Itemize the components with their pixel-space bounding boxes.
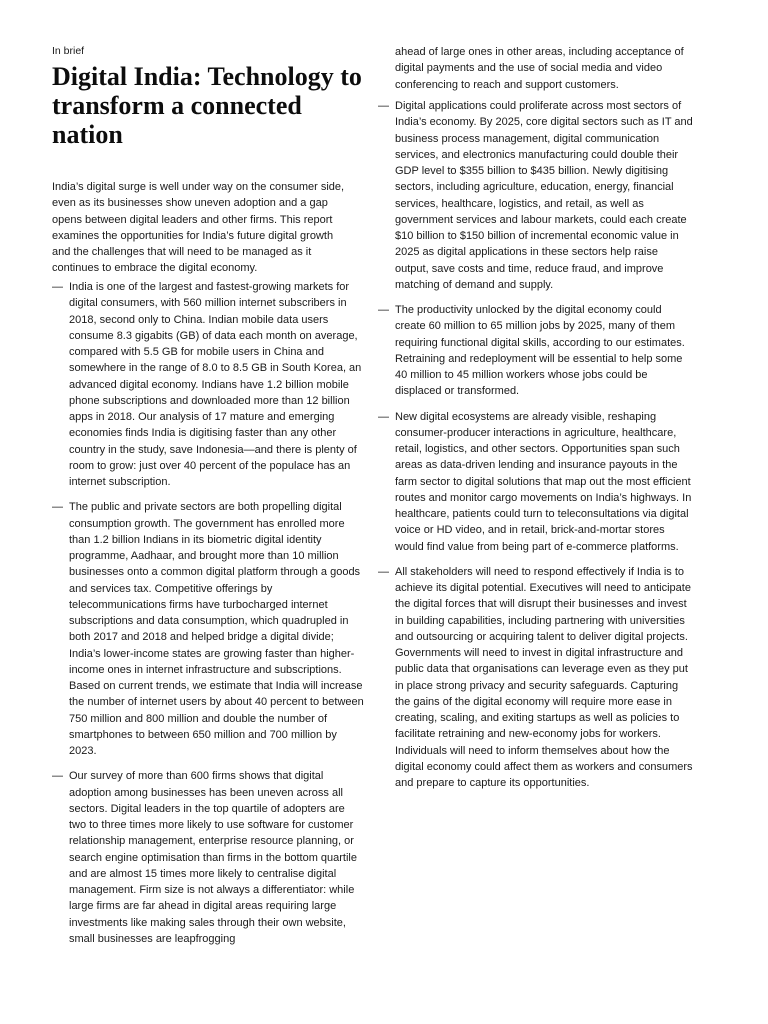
- bullet-item: [52, 768, 364, 947]
- bullet-dash: —: [52, 281, 63, 293]
- bullet-dash: —: [52, 501, 63, 514]
- bullet-text: New digital ecosystems are already visible, reshaping consumer-producer interactions in agriculture, healthcare, retail, logistics, and other sectors. Opportunities span such areas as data-driven lending and insurance payouts in the farm sector to digital solutions that map out the most efficient routes and monitor cargo movements on India’s highways. In healthcare, patients could turn to teleconsultations via digital voice or HD video, and in retail, brick-and-mortar stores would find value from being part of e-commerce platforms.: [395, 410, 692, 553]
- bullet-text: Digital applications could proliferate across most sectors of India’s economy. By 2025, core digital sectors such as IT and business process management, digital communication services, and electronics manufacturing could double their GDP level to $355 billion to $435 billion. Newly digitising sectors, including agriculture, education, energy, financial services, healthcare, logistics, and retail, as well as government services and labour markets, could each create $10 billion to $150 billion of incremental economic value in 2025 as digital applications in these sectors help raise output, save costs and time, reduce fraud, and improve matching of demand and supply.: [395, 100, 693, 291]
- bullet-item: [378, 564, 694, 792]
- bullet-item: [378, 409, 694, 555]
- right-bullet-list: [378, 98, 694, 800]
- bullet-text: All stakeholders will need to respond effectively if India is to achieve its digital potential. Executives will need to anticipate the digital forces that will disrupt their businesses and invest in building capabilities, including partnering with universities and outsourcing or acquiring talent to deliver digital projects. Governments will need to invest in digital infrastructure and public data that organisations can leverage even as they put in place strong privacy and security safeguards. Capturing the gains of the digital economy will require more ease in creating, scaling, and exiting startups as well as policies to facilitate retraining and new-economy jobs for workers. Individuals will need to inform themselves about how the digital economy could affect them as workers and consumers and prepare to capture its opportunities.: [395, 565, 693, 789]
- bullet-text: The productivity unlocked by the digital economy could create 60 million to 65 million jobs by 2025, many of them requiring functional digital skills, according to our estimates. Retraining and redeployment will be essential to help some 40 million to 45 million workers whose jobs could be displaced or transformed.: [395, 304, 685, 398]
- bullet-text: Our survey of more than 600 firms shows that digital adoption among businesses has been uneven across all sectors. Digital leaders in the top quartile of adopters are two to three times more likely to use software for customer relationship management, enterprise resource planning, or search engine optimisation than firms in the bottom quartile and are almost 15 times more likely to centralise digital management. Firm size is not always a differentiator: while large firms are far ahead in digital areas requiring large investments like making sales through their own website, small businesses are leapfrogging: [69, 770, 357, 945]
- bullet-item: [378, 98, 694, 293]
- bullet-dash: —: [52, 770, 63, 783]
- page-title: Digital India: Technology to transform a connected nation: [52, 62, 362, 149]
- bullet-dash: —: [378, 565, 389, 578]
- bullet-dash: —: [378, 100, 389, 112]
- bullet-item: [52, 499, 364, 759]
- bullet-continuation: ahead of large ones in other areas, including acceptance of digital payments and the use of social media and video conferencing to reach and support customers.: [395, 46, 684, 91]
- bullet-dash: —: [378, 304, 389, 316]
- bullet-item: [378, 302, 694, 400]
- bullet-text: The public and private sectors are both propelling digital consumption growth. The government has enrolled more than 1.2 billion Indians in its biometric digital identity programme, Aadhaar, and brought more than 10 million businesses onto a common digital platform through a goods and services tax. Competitive offerings by telecommunications firms have turbocharged internet subscriptions and data consumption, which quadrupled in both 2017 and 2018 and helped bridge a digital divide; India’s lower-income states are growing faster than higher-income ones in internet infrastructure and subscriptions. Based on current trends, we estimate that India will increase the number of internet users by about 40 percent to between 750 million and 800 million and double the number of smartphones to between 650 million and 700 million by 2023.: [69, 501, 364, 757]
- left-bullet-list: [52, 279, 364, 956]
- section-kicker: In brief: [52, 45, 85, 57]
- bullet-text: India is one of the largest and fastest-growing markets for digital consumers, with 560 million internet subscribers in 2018, second only to China. Indian mobile data users consume 8.3 gigabits (GB) of data each month on average, compared with 5.5 GB for mobile users in China and somewhere in the range of 8.0 to 8.5 GB in South Korea, an advanced digital economy. Indians have 1.2 billion mobile phone subscriptions and downloaded more than 12 billion apps in 2018. Our analysis of 17 mature and emerging economies finds India is digitising faster than any other country in the study, save Indonesia—and there is plenty of room to grow: just over 40 percent of the populace has an internet subscription.: [69, 281, 362, 488]
- intro-paragraph: India’s digital surge is well under way on the consumer side, even as its businesses show uneven adoption and a gap opens between digital leaders and other firms. This report examines the opportunities for India’s future digital growth and the challenges that will need to be managed as it continues to embrace the digital economy.: [52, 181, 345, 275]
- bullet-dash: —: [378, 410, 389, 423]
- bullet-item: [52, 279, 364, 490]
